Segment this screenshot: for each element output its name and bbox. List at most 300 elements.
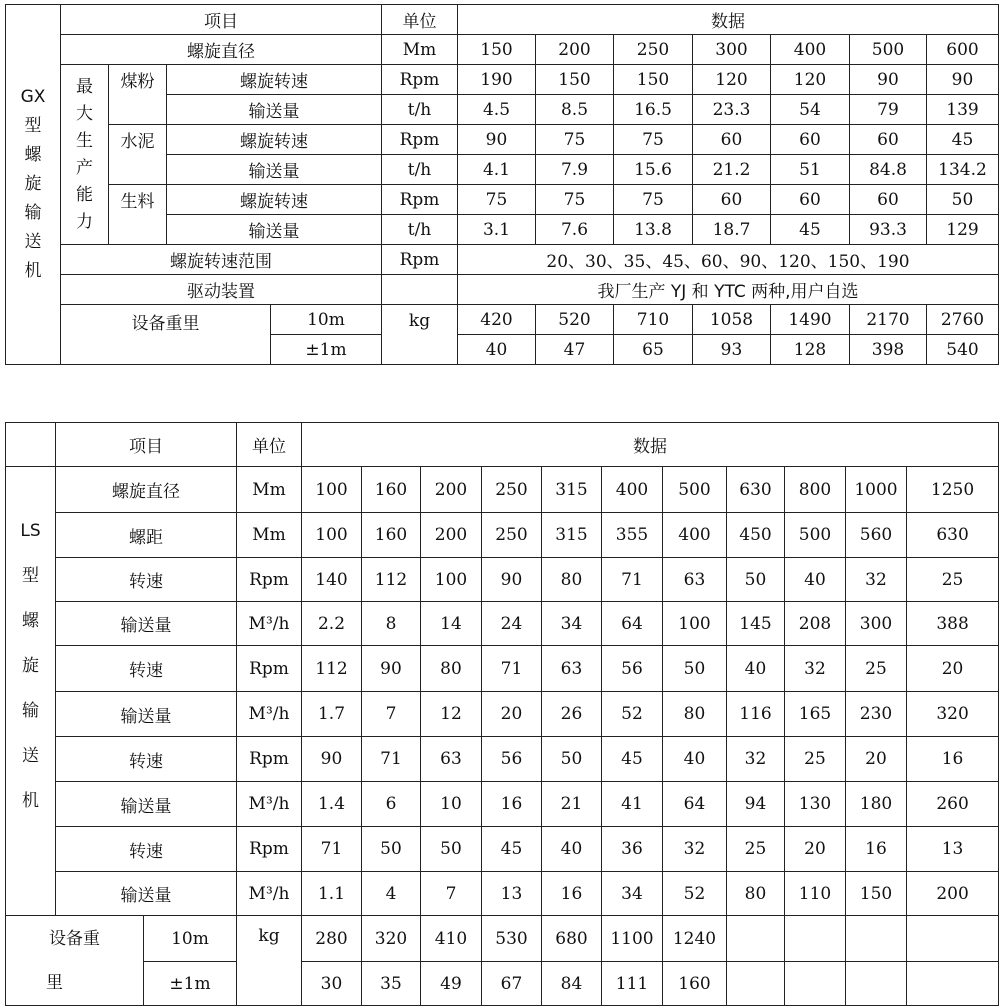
value-cell: 20 — [785, 827, 846, 872]
row-label: 螺距 — [56, 513, 237, 558]
value-cell: 160 — [362, 513, 421, 558]
value-cell: 25 — [846, 646, 907, 692]
row-label: 螺旋转速 — [167, 185, 382, 215]
value-cell: 2760 — [927, 305, 999, 335]
value-cell: 52 — [663, 872, 727, 916]
value-cell: 34 — [602, 872, 663, 916]
unit-cell: Rpm — [382, 125, 458, 155]
value-cell: 120 — [771, 65, 850, 95]
gx-spec-table — [5, 4, 999, 365]
table-row — [6, 275, 999, 305]
value-cell: 60 — [771, 125, 850, 155]
value-cell: 16 — [907, 737, 999, 782]
value-cell: 80 — [663, 692, 727, 737]
row-label: 螺旋转速 — [167, 125, 382, 155]
value-cell: 30 — [302, 962, 362, 1006]
unit-cell: Rpm — [237, 558, 302, 602]
unit-cell: t/h — [382, 155, 458, 185]
value-cell: 6 — [362, 782, 421, 827]
weight-label: 设备重里 — [61, 305, 271, 365]
value-cell: 315 — [542, 513, 602, 558]
value-cell: 50 — [927, 185, 999, 215]
value-cell: 36 — [602, 827, 663, 872]
value-cell: 500 — [785, 513, 846, 558]
row-label: 输送量 — [56, 602, 237, 646]
value-cell: 51 — [771, 155, 850, 185]
value-cell: 65 — [614, 335, 693, 365]
value-cell: 23.3 — [693, 95, 771, 125]
value-cell: 388 — [907, 602, 999, 646]
value-cell: 7.9 — [536, 155, 614, 185]
unit-cell: Rpm — [237, 827, 302, 872]
value-cell: 60 — [693, 185, 771, 215]
value-cell: 25 — [907, 558, 999, 602]
table-row — [6, 827, 999, 872]
value-cell: 93 — [693, 335, 771, 365]
row-label: 螺旋直径 — [61, 35, 382, 65]
value-cell: 75 — [458, 185, 536, 215]
value-cell: 80 — [542, 558, 602, 602]
unit-cell: Mm — [382, 35, 458, 65]
value-cell: 710 — [614, 305, 693, 335]
ls-title-char: 型 — [22, 566, 39, 586]
value-cell: 13.8 — [614, 215, 693, 245]
value-cell: 2.2 — [302, 602, 362, 646]
value-cell: 400 — [602, 467, 663, 513]
ls-spec-table — [5, 422, 999, 1006]
table-row — [6, 782, 999, 827]
value-cell: 110 — [785, 872, 846, 916]
value-cell: 16 — [846, 827, 907, 872]
value-cell: 680 — [542, 916, 602, 962]
row-label: 螺旋转速 — [167, 65, 382, 95]
value-cell: 400 — [663, 513, 727, 558]
value-cell: 16.5 — [614, 95, 693, 125]
value-cell: 20 — [907, 646, 999, 692]
value-cell: 250 — [482, 467, 542, 513]
value-cell: 128 — [771, 335, 850, 365]
value-cell: 45 — [771, 215, 850, 245]
value-cell: 230 — [846, 692, 907, 737]
value-cell: 1100 — [602, 916, 663, 962]
table-row — [6, 185, 999, 215]
value-cell: 355 — [602, 513, 663, 558]
value-cell: 540 — [927, 335, 999, 365]
row-label: 驱动装置 — [61, 275, 382, 305]
value-cell: 63 — [542, 646, 602, 692]
value-cell: 100 — [302, 513, 362, 558]
gx-title — [6, 5, 61, 365]
value-cell: 56 — [482, 737, 542, 782]
value-cell: 21.2 — [693, 155, 771, 185]
value-cell: 84 — [542, 962, 602, 1006]
material-name: 水泥 — [109, 125, 167, 185]
value-cell: 60 — [693, 125, 771, 155]
value-cell: 600 — [927, 35, 999, 65]
value-cell: 90 — [302, 737, 362, 782]
value-cell: 1000 — [846, 467, 907, 513]
value-cell: 80 — [727, 872, 785, 916]
table-row — [6, 962, 999, 1006]
value-cell: 71 — [302, 827, 362, 872]
table-row — [6, 646, 999, 692]
blank-cell — [6, 423, 56, 467]
value-cell: 100 — [302, 467, 362, 513]
table-row — [6, 737, 999, 782]
value-cell: 50 — [663, 646, 727, 692]
value-cell: 4.1 — [458, 155, 536, 185]
value-cell: 32 — [846, 558, 907, 602]
unit-cell: Rpm — [382, 65, 458, 95]
value-cell: 150 — [536, 65, 614, 95]
weight-length: ±1m — [271, 335, 382, 365]
row-label: 输送量 — [167, 215, 382, 245]
unit-text: M³/h — [248, 794, 290, 814]
value-cell: 24 — [482, 602, 542, 646]
table-row — [6, 125, 999, 155]
weight-label-line: 设备重 — [49, 928, 100, 949]
value-cell: 45 — [927, 125, 999, 155]
capacity-label-char: 大 — [76, 103, 93, 124]
row-label: 转速 — [56, 737, 237, 782]
ls-title-char: 旋 — [22, 656, 39, 676]
value-cell: 320 — [362, 916, 421, 962]
value-cell: 40 — [727, 646, 785, 692]
value-cell: 80 — [421, 646, 482, 692]
value-cell: 60 — [850, 185, 927, 215]
value-cell: 7.6 — [536, 215, 614, 245]
value-cell: 75 — [536, 185, 614, 215]
value-cell: 20 — [846, 737, 907, 782]
value-cell: 450 — [727, 513, 785, 558]
value-cell: 67 — [482, 962, 542, 1006]
value-cell — [785, 916, 846, 962]
unit-cell: t/h — [382, 215, 458, 245]
value-cell: 165 — [785, 692, 846, 737]
value-cell: 93.3 — [850, 215, 927, 245]
value-cell — [727, 916, 785, 962]
gx-title-char: 螺 — [24, 145, 42, 165]
value-cell: 250 — [614, 35, 693, 65]
unit-cell: t/h — [382, 95, 458, 125]
value-cell: 116 — [727, 692, 785, 737]
capacity-label-char: 生 — [76, 130, 93, 151]
value-cell: 12 — [421, 692, 482, 737]
value-cell: 530 — [482, 916, 542, 962]
value-cell: 200 — [421, 513, 482, 558]
drive-value: 我厂生产 YJ 和 YTC 两种,用户自选 — [458, 275, 999, 305]
weight-length: 10m — [144, 916, 237, 962]
value-cell: 15.6 — [614, 155, 693, 185]
table-row — [6, 245, 999, 275]
value-cell: 410 — [421, 916, 482, 962]
value-cell: 50 — [362, 827, 421, 872]
value-cell: 320 — [907, 692, 999, 737]
value-cell: 7 — [421, 872, 482, 916]
value-cell: 14 — [421, 602, 482, 646]
value-cell: 100 — [663, 602, 727, 646]
header-unit: 单位 — [237, 423, 302, 467]
ls-title-char: 机 — [22, 791, 39, 811]
row-label: 输送量 — [167, 95, 382, 125]
value-cell: 120 — [693, 65, 771, 95]
value-cell: 145 — [727, 602, 785, 646]
value-cell: 200 — [907, 872, 999, 916]
value-cell: 16 — [542, 872, 602, 916]
header-item: 项目 — [56, 423, 237, 467]
value-cell — [785, 962, 846, 1006]
value-cell: 34 — [542, 602, 602, 646]
value-cell: 130 — [785, 782, 846, 827]
value-cell: 56 — [602, 646, 663, 692]
unit-cell: Rpm — [382, 185, 458, 215]
ls-title-char: 输 — [22, 701, 39, 721]
table-row — [6, 558, 999, 602]
value-cell: 4 — [362, 872, 421, 916]
value-cell: 2170 — [850, 305, 927, 335]
weight-length: ±1m — [144, 962, 237, 1006]
value-cell: 63 — [421, 737, 482, 782]
value-cell: 420 — [458, 305, 536, 335]
capacity-label-char: 力 — [76, 211, 93, 232]
value-cell: 13 — [907, 827, 999, 872]
value-cell: 1240 — [663, 916, 727, 962]
value-cell: 90 — [362, 646, 421, 692]
value-cell: 18.7 — [693, 215, 771, 245]
value-cell: 75 — [614, 125, 693, 155]
header-item: 项目 — [61, 5, 382, 35]
table-row — [6, 467, 999, 513]
value-cell: 50 — [727, 558, 785, 602]
value-cell: 63 — [663, 558, 727, 602]
value-cell: 400 — [771, 35, 850, 65]
value-cell: 160 — [362, 467, 421, 513]
value-cell: 134.2 — [927, 155, 999, 185]
value-cell: 630 — [727, 467, 785, 513]
material-name: 煤粉 — [109, 65, 167, 125]
value-cell: 90 — [850, 65, 927, 95]
table-row — [6, 602, 999, 646]
table-row — [6, 65, 999, 95]
value-cell: 84.8 — [850, 155, 927, 185]
table-row — [6, 513, 999, 558]
value-cell: 630 — [907, 513, 999, 558]
gx-title-char: 输 — [24, 203, 42, 223]
table-row — [6, 916, 999, 962]
gx-title-char: 机 — [24, 261, 42, 281]
ls-title-char: LS — [20, 521, 41, 541]
gx-title-char: 送 — [24, 232, 42, 252]
header-data: 数据 — [458, 5, 999, 35]
value-cell: 520 — [536, 305, 614, 335]
value-cell: 21 — [542, 782, 602, 827]
value-cell: 71 — [362, 737, 421, 782]
gx-title-char: GX — [20, 87, 46, 107]
value-cell: 200 — [536, 35, 614, 65]
weight-label-line: 里 — [46, 972, 63, 993]
unit-cell: kg — [237, 916, 302, 1006]
value-cell: 8 — [362, 602, 421, 646]
value-cell: 71 — [482, 646, 542, 692]
value-cell: 49 — [421, 962, 482, 1006]
value-cell — [846, 916, 907, 962]
value-cell: 190 — [458, 65, 536, 95]
unit-cell: Rpm — [237, 646, 302, 692]
value-cell: 208 — [785, 602, 846, 646]
value-cell: 112 — [362, 558, 421, 602]
value-cell: 1058 — [693, 305, 771, 335]
value-cell: 32 — [663, 827, 727, 872]
value-cell: 41 — [602, 782, 663, 827]
table-row — [6, 35, 999, 65]
row-label: 螺旋直径 — [56, 467, 237, 513]
speed-range-value: 20、30、35、45、60、90、120、150、190 — [458, 245, 999, 275]
value-cell: 315 — [542, 467, 602, 513]
value-cell — [727, 962, 785, 1006]
value-cell: 300 — [693, 35, 771, 65]
value-cell: 40 — [785, 558, 846, 602]
value-cell: 300 — [846, 602, 907, 646]
value-cell: 7 — [362, 692, 421, 737]
value-cell: 40 — [458, 335, 536, 365]
value-cell: 111 — [602, 962, 663, 1006]
unit-cell — [237, 692, 302, 737]
unit-cell — [237, 872, 302, 916]
value-cell: 260 — [907, 782, 999, 827]
value-cell: 500 — [663, 467, 727, 513]
value-cell: 50 — [542, 737, 602, 782]
value-cell — [907, 962, 999, 1006]
value-cell: 16 — [482, 782, 542, 827]
value-cell: 25 — [785, 737, 846, 782]
value-cell: 90 — [458, 125, 536, 155]
value-cell: 139 — [927, 95, 999, 125]
value-cell: 45 — [602, 737, 663, 782]
value-cell: 60 — [771, 185, 850, 215]
unit-cell — [237, 782, 302, 827]
value-cell: 54 — [771, 95, 850, 125]
table-row — [6, 692, 999, 737]
value-cell: 26 — [542, 692, 602, 737]
capacity-label-char: 最 — [76, 76, 93, 97]
material-name: 生料 — [109, 185, 167, 245]
row-label: 输送量 — [56, 872, 237, 916]
unit-cell: Rpm — [382, 245, 458, 275]
gx-title-char: 旋 — [24, 174, 42, 194]
row-label: 输送量 — [56, 782, 237, 827]
value-cell: 10 — [421, 782, 482, 827]
value-cell: 250 — [482, 513, 542, 558]
value-cell: 32 — [785, 646, 846, 692]
unit-cell — [382, 275, 458, 305]
value-cell: 560 — [846, 513, 907, 558]
value-cell: 79 — [850, 95, 927, 125]
value-cell — [846, 962, 907, 1006]
value-cell: 90 — [927, 65, 999, 95]
weight-length: 10m — [271, 305, 382, 335]
ls-title-char: 送 — [22, 746, 39, 766]
unit-cell: Mm — [237, 467, 302, 513]
unit-text: M³/h — [248, 883, 290, 904]
unit-text: M³/h — [248, 704, 290, 724]
value-cell: 35 — [362, 962, 421, 1006]
value-cell: 20 — [482, 692, 542, 737]
header-data: 数据 — [302, 423, 999, 467]
value-cell: 50 — [421, 827, 482, 872]
capacity-label-char: 产 — [76, 157, 93, 178]
value-cell: 90 — [482, 558, 542, 602]
row-label: 转速 — [56, 558, 237, 602]
capacity-label — [61, 65, 109, 245]
table-row — [6, 423, 999, 467]
row-label: 输送量 — [167, 155, 382, 185]
value-cell: 71 — [602, 558, 663, 602]
capacity-label-char: 能 — [76, 184, 93, 205]
row-label: 输送量 — [56, 692, 237, 737]
weight-label — [6, 916, 144, 1006]
value-cell: 160 — [663, 962, 727, 1006]
value-cell: 45 — [482, 827, 542, 872]
table-row — [6, 872, 999, 916]
ls-title-char: 螺 — [22, 611, 39, 631]
value-cell: 60 — [850, 125, 927, 155]
value-cell: 25 — [727, 827, 785, 872]
value-cell: 500 — [850, 35, 927, 65]
value-cell: 140 — [302, 558, 362, 602]
value-cell: 150 — [458, 35, 536, 65]
value-cell: 398 — [850, 335, 927, 365]
value-cell: 1.1 — [302, 872, 362, 916]
value-cell: 64 — [602, 602, 663, 646]
row-label: 转速 — [56, 827, 237, 872]
value-cell: 150 — [846, 872, 907, 916]
gx-title-char: 型 — [24, 116, 42, 136]
table-row — [6, 305, 999, 335]
header-unit: 单位 — [382, 5, 458, 35]
value-cell: 75 — [536, 125, 614, 155]
value-cell: 129 — [927, 215, 999, 245]
value-cell: 1490 — [771, 305, 850, 335]
value-cell: 52 — [602, 692, 663, 737]
value-cell: 13 — [482, 872, 542, 916]
value-cell: 47 — [536, 335, 614, 365]
unit-cell: Rpm — [237, 737, 302, 782]
unit-cell: Mm — [237, 513, 302, 558]
value-cell: 32 — [727, 737, 785, 782]
value-cell: 1250 — [907, 467, 999, 513]
row-label: 螺旋转速范围 — [61, 245, 382, 275]
unit-text: M³/h — [248, 613, 290, 634]
value-cell: 100 — [421, 558, 482, 602]
value-cell: 150 — [614, 65, 693, 95]
ls-title — [6, 467, 56, 916]
value-cell: 112 — [302, 646, 362, 692]
value-cell: 200 — [421, 467, 482, 513]
value-cell: 1.4 — [302, 782, 362, 827]
row-label: 转速 — [56, 646, 237, 692]
value-cell: 3.1 — [458, 215, 536, 245]
value-cell — [907, 916, 999, 962]
unit-cell — [237, 602, 302, 646]
value-cell: 4.5 — [458, 95, 536, 125]
value-cell: 94 — [727, 782, 785, 827]
value-cell: 800 — [785, 467, 846, 513]
value-cell: 180 — [846, 782, 907, 827]
value-cell: 64 — [663, 782, 727, 827]
value-cell: 280 — [302, 916, 362, 962]
unit-cell: kg — [382, 305, 458, 365]
value-cell: 1.7 — [302, 692, 362, 737]
